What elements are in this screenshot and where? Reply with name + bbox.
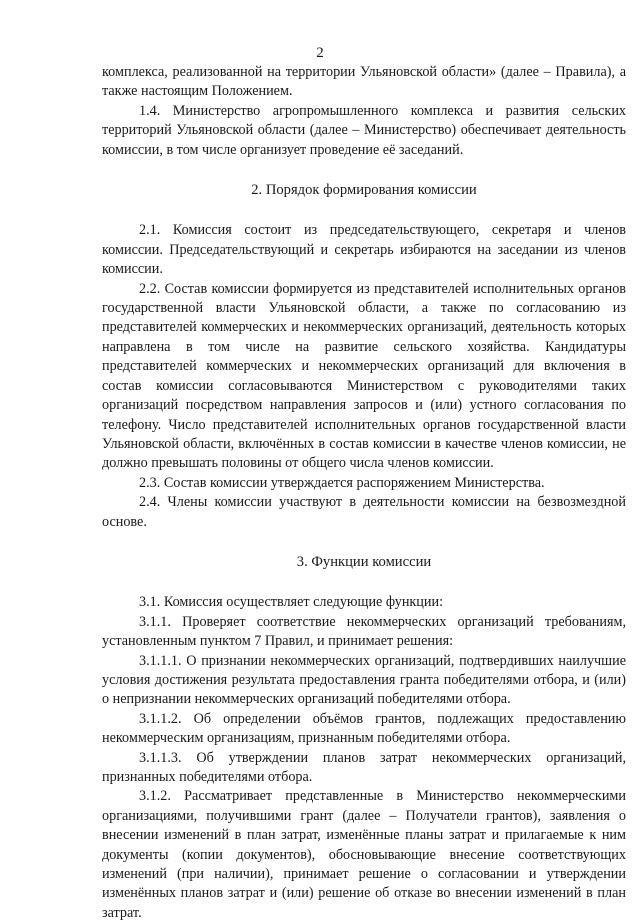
document-body (102, 63, 626, 923)
paragraph-3-1-2: 3.1.2. Рассматривает представленные в Министерство некоммерческими организациями, получившими грант (далее – Получатели грантов), заявления о внесении изменений в план затрат, изменённые планы затрат и прилагаемые к ним документы (копии документов), обосновывающие внесение соответствующих изменений (при наличии), принимает решение о согласовании и утверждении изменённых планов затрат и (или) решение об отказе во внесении изменений в план затрат. (102, 788, 626, 921)
section-3-heading: 3. Функции комиссии (296, 553, 432, 570)
paragraph-3-1: 3.1. Комиссия осуществляет следующие функции: (139, 594, 444, 611)
paragraph-3-1-1-3: 3.1.1.3. Об утверждении планов затрат некоммерческих организаций, признанных победителями отбора. (102, 749, 626, 785)
section-2-heading: 2. Порядок формирования комиссии (251, 182, 477, 199)
paragraph-3-1-1: 3.1.1. Проверяет соответствие некоммерческих организаций требованиям, установленным пунктом 7 Правил, и принимает решения: (102, 613, 626, 650)
paragraph-3-1-1-1: 3.1.1.1. О признании некоммерческих организаций, подтвердивших наилучшие условия достижения результата предоставления гранта победителями отбора, и (или) о непризнании некоммерческих организаций победителями отбора. (102, 652, 626, 708)
paragraph-2-4: 2.4. Члены комиссии участвуют в деятельности комиссии на безвозмездной основе. (102, 494, 626, 530)
paragraph-2-1: 2.1. Комиссия состоит из председательствующего, секретаря и членов комиссии. Председательствующий и секретарь избираются на заседании из членов комиссии. (102, 222, 626, 278)
paragraph-1-4: 1.4. Министерство агропромышленного комплекса и развития сельских территорий Ульяновской области (далее – Министерство) обеспечивает деятельность комиссии, в том числе организует проведение её заседаний. (102, 102, 626, 158)
paragraph-2-2: 2.2. Состав комиссии формируется из представителей исполнительных органов государственной власти Ульяновской области, а также по согласованию из представителей коммерческих и некоммерческих организаций, деятельность которых направлена в том числе на развитие сельского хозяйства. Кандидатуры представителей коммерческих и некоммерческих организаций для включения в состав комиссии согласовываются Министерством с руководителями таких организаций посредством направления запросов и (или) устного согласования по телефону. Число представителей исполнительных органов государственной власти Ульяновской области, включённых в состав комиссии в качестве членов комиссии, не должно превышать половины от общего числа членов комиссии. (102, 280, 626, 472)
paragraph-3-1-1-2: 3.1.1.2. Об определении объёмов грантов, подлежащих предоставлению некоммерческим организациям, признанным победителями отбора. (102, 710, 626, 747)
paragraph-2-3: 2.3. Состав комиссии утверждается распоряжением Министерства. (139, 474, 545, 491)
page-number: 2 (316, 45, 324, 61)
paragraph-intro-continuation: комплекса, реализованной на территории Ульяновской области» (далее – Правила), а также настоящим Положением. (102, 64, 626, 100)
